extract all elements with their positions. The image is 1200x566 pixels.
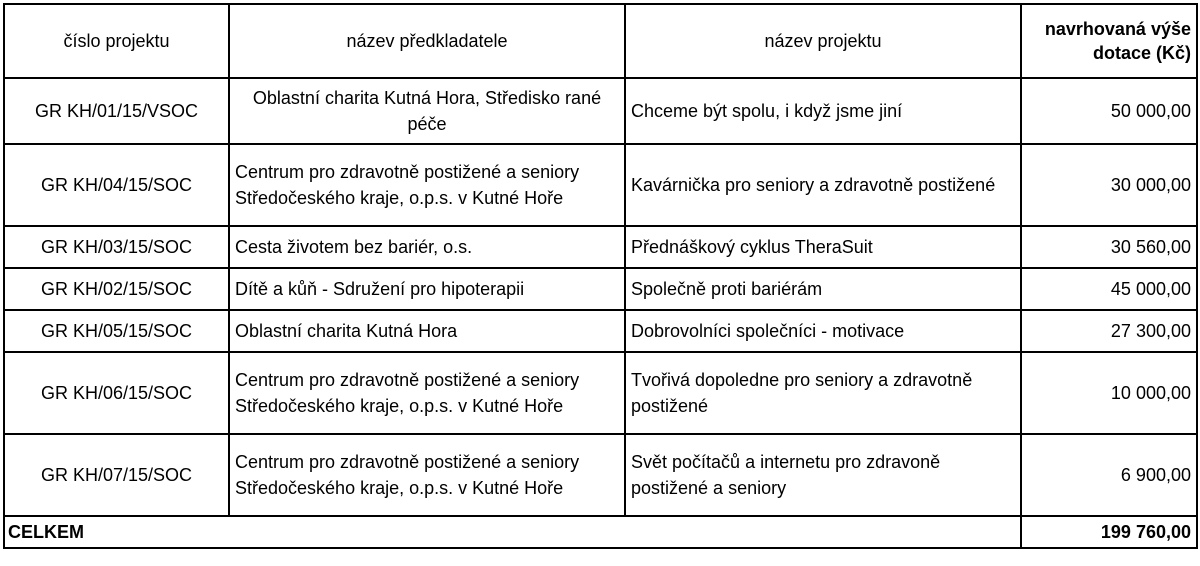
total-amount: 199 760,00 [1021,516,1197,548]
total-row [4,516,1197,548]
applicant-cell: Centrum pro zdravotně postižené a seniory Středočeského kraje, o.p.s. v Kutné Hoře [229,352,625,434]
table-row [4,144,1197,226]
amount-cell: 6 900,00 [1021,434,1197,516]
table-row [4,226,1197,268]
project-name-cell: Dobrovolníci společníci - motivace [625,310,1021,352]
project-name-cell: Společně proti bariérám [625,268,1021,310]
amount-cell: 30 000,00 [1021,144,1197,226]
project-name-cell: Chceme být spolu, i když jsme jiní [625,78,1021,144]
project-number-cell: GR KH/01/15/VSOC [4,78,229,144]
header-row [4,4,1197,78]
applicant-cell: Cesta životem bez bariér, o.s. [229,226,625,268]
table-row [4,78,1197,144]
project-name-cell: Tvořivá dopoledne pro seniory a zdravotně postižené [625,352,1021,434]
table-row [4,434,1197,516]
applicant-cell: Oblastní charita Kutná Hora, Středisko rané péče [229,78,625,144]
project-name-cell: Svět počítačů a internetu pro zdravoně postižené a seniory [625,434,1021,516]
table-row [4,268,1197,310]
applicant-cell: Centrum pro zdravotně postižené a seniory Středočeského kraje, o.p.s. v Kutné Hoře [229,144,625,226]
header-subsidy-amount [1021,4,1197,78]
table-row [4,352,1197,434]
amount-cell: 45 000,00 [1021,268,1197,310]
project-name-cell: Přednáškový cyklus TheraSuit [625,226,1021,268]
applicant-cell: Oblastní charita Kutná Hora [229,310,625,352]
amount-cell: 27 300,00 [1021,310,1197,352]
project-number-cell: GR KH/05/15/SOC [4,310,229,352]
table-row [4,310,1197,352]
header-project-name: název projektu [625,4,1021,78]
project-number-cell: GR KH/07/15/SOC [4,434,229,516]
project-number-cell: GR KH/02/15/SOC [4,268,229,310]
header-subsidy-line1: navrhovaná výše [1044,19,1191,39]
amount-cell: 30 560,00 [1021,226,1197,268]
amount-cell: 10 000,00 [1021,352,1197,434]
applicant-cell: Dítě a kůň - Sdružení pro hipoterapii [229,268,625,310]
project-number-cell: GR KH/04/15/SOC [4,144,229,226]
applicant-cell: Centrum pro zdravotně postižené a seniory Středočeského kraje, o.p.s. v Kutné Hoře [229,434,625,516]
subsidy-table [3,3,1198,549]
amount-cell: 50 000,00 [1021,78,1197,144]
project-number-cell: GR KH/03/15/SOC [4,226,229,268]
header-project-number: číslo projektu [4,4,229,78]
project-name-cell: Kavárnička pro seniory a zdravotně postižené [625,144,1021,226]
header-applicant-name: název předkladatele [229,4,625,78]
header-subsidy-line2: dotace (Kč) [1092,43,1191,63]
total-label: CELKEM [4,516,1021,548]
project-number-cell: GR KH/06/15/SOC [4,352,229,434]
